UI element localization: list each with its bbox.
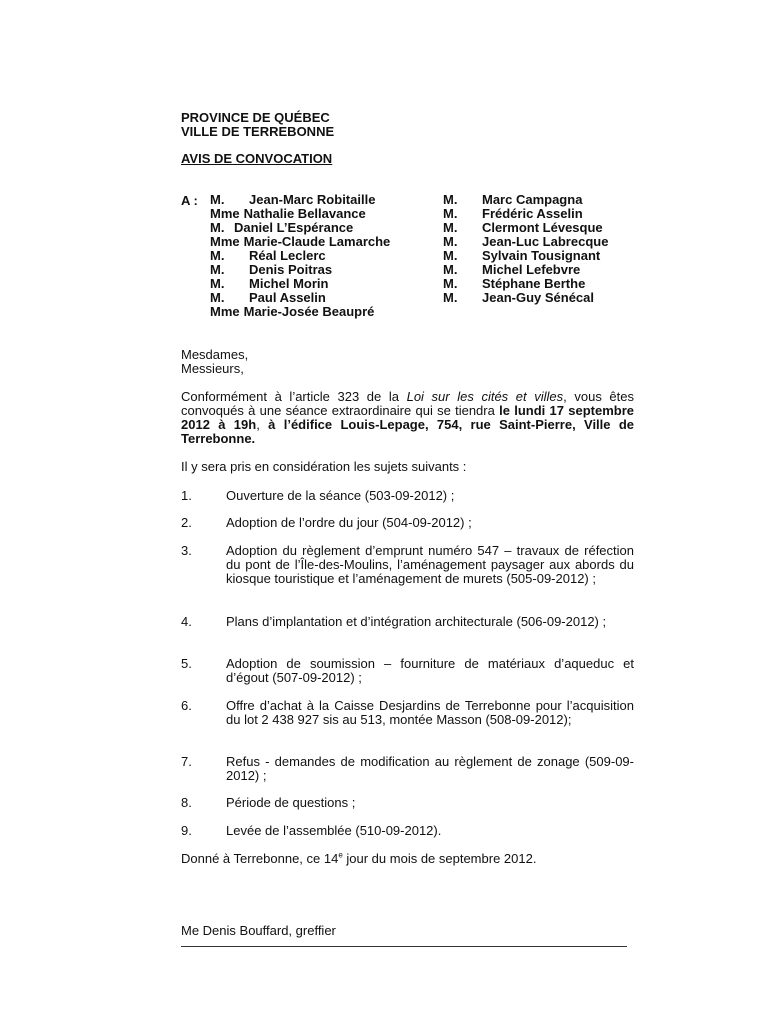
agenda-text: Levée de l’assemblée (510-09-2012). xyxy=(226,823,442,838)
recipient-row xyxy=(443,193,643,207)
recipient-row xyxy=(210,249,430,263)
recipient-name: Réal Leclerc xyxy=(249,248,326,263)
recipient-title: M. xyxy=(443,234,458,249)
agenda-text: Plans d’implantation et d’intégration architecturale (506-09-2012) ; xyxy=(226,614,607,629)
agenda-number: 1. xyxy=(181,488,192,503)
agenda-number: 2. xyxy=(181,515,192,530)
recipient-name: Jean-Marc Robitaille xyxy=(249,192,376,207)
agenda-number: 4. xyxy=(181,614,192,629)
agenda-item xyxy=(181,489,634,503)
recipient-title: M. xyxy=(443,206,458,221)
recipient-title: M. xyxy=(443,192,458,207)
notice-title: AVIS DE CONVOCATION xyxy=(181,151,333,166)
agenda-text: Adoption du règlement d’emprunt numéro 547 – travaux de réfection du pont de l’Île-des-Moulins, l’aménagement paysager aux abords du kiosque touristique et l’aménagement de murets (505-09-2012) ; xyxy=(226,543,634,586)
recipient-title: M. xyxy=(443,276,458,291)
recipient-title: M. xyxy=(210,248,225,263)
recipient-name: Sylvain Tousignant xyxy=(482,248,601,263)
recipient-name: Denis Poitras xyxy=(249,262,333,277)
meeting-place: à l’édifice Louis-Lepage, 754, rue Saint-Pierre, Ville de Terrebonne. xyxy=(181,417,635,446)
agenda-text: Refus - demandes de modification au règlement de zonage (509-09-2012) ; xyxy=(226,754,634,783)
agenda-number: 7. xyxy=(181,754,192,769)
province-heading: PROVINCE DE QUÉBEC xyxy=(181,110,330,125)
recipient-row xyxy=(443,263,643,277)
recipient-name: Marie-Claude Lamarche xyxy=(243,234,391,249)
recipient-title: M. xyxy=(210,220,225,235)
agenda-item xyxy=(181,699,634,727)
recipient-row xyxy=(210,235,430,249)
recipient-title: M. xyxy=(210,192,225,207)
salutation-line: Mesdames, xyxy=(181,347,249,362)
recipient-name: Jean-Guy Sénécal xyxy=(482,290,594,305)
closing-line xyxy=(181,852,634,866)
recipient-title: M. xyxy=(443,220,458,235)
salutation xyxy=(181,348,634,376)
recipient-row xyxy=(443,221,643,235)
agenda-text: Adoption de soumission – fourniture de matériaux d’aqueduc et d’égout (507-09-2012) ; xyxy=(226,656,634,685)
recipient-row xyxy=(443,277,643,291)
law-title: Loi sur les cités et villes xyxy=(406,389,564,404)
agenda-text: Période de questions ; xyxy=(226,795,356,810)
recipient-title: Mme xyxy=(210,304,240,319)
agenda-item xyxy=(181,516,634,530)
recipient-row xyxy=(210,263,430,277)
recipient-name: Marc Campagna xyxy=(482,192,583,207)
agenda-number: 6. xyxy=(181,698,192,713)
recipient-row xyxy=(210,277,430,291)
closing-text: jour du mois de septembre 2012. xyxy=(342,851,537,866)
agenda-number: 5. xyxy=(181,656,192,671)
intro-text: Conformément à l’article 323 de la xyxy=(181,389,407,404)
intro-text: , xyxy=(256,417,269,432)
meeting-date: le lundi 17 septembre 2012 à 19h xyxy=(181,403,634,432)
closing-text: Donné à Terrebonne, ce 14 xyxy=(181,851,339,866)
recipient-title: M. xyxy=(443,248,458,263)
recipient-row xyxy=(210,193,430,207)
recipient-row xyxy=(210,291,430,305)
recipient-title: M. xyxy=(443,262,458,277)
recipient-name: Nathalie Bellavance xyxy=(243,206,366,221)
recipient-row xyxy=(443,207,643,221)
recipient-name: Michel Morin xyxy=(249,276,329,291)
signatory: Me Denis Bouffard, greffier xyxy=(181,923,336,938)
agenda-item xyxy=(181,824,634,838)
recipient-title: Mme xyxy=(210,206,240,221)
recipient-row xyxy=(443,235,643,249)
agenda-text: Ouverture de la séance (503-09-2012) ; xyxy=(226,488,455,503)
agenda-text: Adoption de l’ordre du jour (504-09-2012) ; xyxy=(226,515,472,530)
signature-line xyxy=(181,946,627,947)
recipient-row xyxy=(210,207,430,221)
recipient-row xyxy=(443,291,643,305)
agenda-text: Offre d’achat à la Caisse Desjardins de Terrebonne pour l’acquisition du lot 2 438 927 sis au 513, montée Masson (508-09-2012); xyxy=(226,698,634,727)
recipient-name: Daniel L’Espérance xyxy=(234,220,354,235)
recipient-name: Michel Lefebvre xyxy=(482,262,581,277)
recipient-name: Marie-Josée Beaupré xyxy=(243,304,375,319)
agenda-number: 9. xyxy=(181,823,192,838)
recipient-name: Stéphane Berthe xyxy=(482,276,586,291)
intro-text: , vous êtes convoqués à une séance extraordinaire qui se tiendra xyxy=(181,389,635,418)
agenda-number: 3. xyxy=(181,543,192,558)
agenda-item xyxy=(181,755,634,783)
agenda-item xyxy=(181,796,634,810)
salutation-line: Messieurs, xyxy=(181,361,244,376)
agenda-item xyxy=(181,615,634,629)
recipient-name: Jean-Luc Labrecque xyxy=(482,234,609,249)
recipient-row xyxy=(443,249,643,263)
agenda-item xyxy=(181,657,634,685)
recipient-name: Paul Asselin xyxy=(249,290,326,305)
recipients-left-column xyxy=(210,193,430,319)
recipient-title: M. xyxy=(210,290,225,305)
recipient-name: Clermont Lévesque xyxy=(482,220,603,235)
intro-paragraph xyxy=(181,390,634,446)
recipient-row xyxy=(210,305,430,319)
closing-superscript: e xyxy=(338,850,343,860)
agenda-number: 8. xyxy=(181,795,192,810)
recipient-row xyxy=(210,221,430,235)
agenda-item xyxy=(181,544,634,586)
recipient-name: Frédéric Asselin xyxy=(482,206,583,221)
recipient-title: M. xyxy=(443,290,458,305)
recipients-label: A : xyxy=(181,193,198,208)
subjects-intro: Il y sera pris en considération les sujets suivants : xyxy=(181,459,467,474)
recipient-title: M. xyxy=(210,276,225,291)
recipients-right-column xyxy=(443,193,643,305)
recipient-title: M. xyxy=(210,262,225,277)
recipient-title: Mme xyxy=(210,234,240,249)
city-heading: VILLE DE TERREBONNE xyxy=(181,124,335,139)
